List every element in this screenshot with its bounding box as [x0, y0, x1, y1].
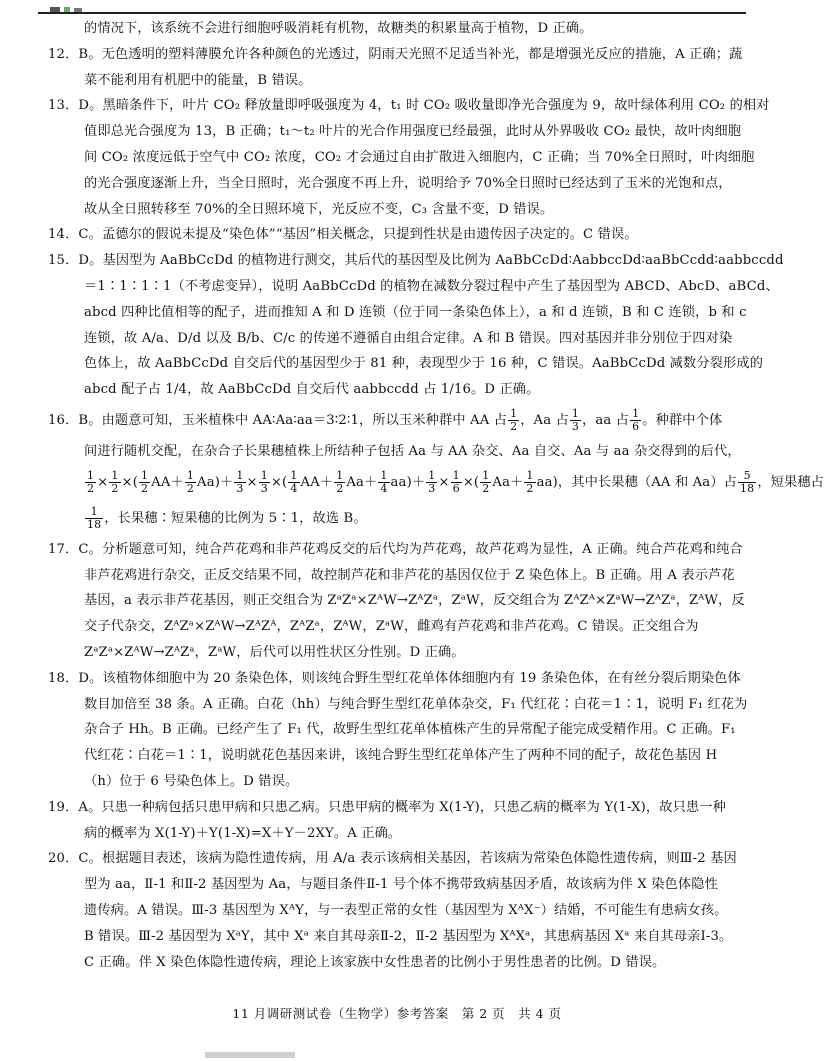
text-line: 的情况下，该系统不会进行细胞呼吸消耗有机物，故糖类的积累量高于植物，D 正确。 [84, 21, 593, 36]
op: × [97, 474, 109, 490]
q16-text: 。种群中个体 [642, 412, 723, 428]
numerator: 1 [632, 406, 640, 420]
denominator: 6 [452, 481, 460, 495]
op: ×( [462, 474, 480, 490]
fraction [480, 470, 491, 495]
denominator: 2 [87, 481, 95, 495]
op: Aa＋ [346, 474, 378, 490]
text-line: 非芦花鸡进行杂交，正反交结果不同，故控制芦花和非芦花的基因仅位于 Z 染色体上。B 正确。用 A 表示芦花 [84, 567, 735, 583]
fraction [109, 470, 120, 495]
text-line: 值即总光合强度为 13，B 正确；t₁～t₂ 叶片的光合作用强度已经最强，此时从外界吸收 CO₂ 最快，故叶肉细胞 [84, 124, 742, 140]
op: Aa＋ [492, 474, 524, 490]
q16-line-4 [48, 501, 748, 537]
text-line: 数目加倍至 38 条。A 正确。白花（hh）与纯合野生型红花单体杂交，F₁ 代红花∶白花＝1∶1，说明 F₁ 红花为 [84, 696, 748, 712]
denominator: 3 [571, 419, 580, 433]
q16-text: 16．B。由题意可知，玉米植株中 AA∶Aa∶aa＝3∶2∶1，所以玉米种群中 AA 占 [48, 412, 508, 428]
text-line: 基因，a 表示非芦花基因，则正交组合为 ZᵃZᵃ×ZᴬW→ZᴬZᵃ，ZᵃW，反交组合为 ZᴬZᴬ×ZᵃW→ZᴬZᵃ，ZᴬW，反 [84, 593, 745, 609]
numerator: 1 [336, 468, 344, 482]
fraction [508, 408, 519, 433]
numerator: 1 [571, 406, 580, 420]
text-line: 代红花∶白花＝1∶1，说明就花色基因来讲，该纯合野生型红花单体产生了两种不同的配子，故花色基因 H [84, 748, 718, 764]
text-line: 14．C。孟德尔的假说未提及“染色体”“基因”相关概念，只提到性状是由遗传因子决定的。C 错误。 [48, 227, 638, 243]
numerator: 1 [452, 468, 460, 482]
denominator: 2 [510, 419, 518, 433]
q16-line-1 [48, 403, 748, 439]
op: × [246, 474, 258, 490]
fraction [426, 470, 437, 495]
numerator: 1 [186, 468, 195, 482]
numerator: 1 [111, 468, 119, 482]
denominator: 3 [428, 481, 436, 495]
fraction [234, 470, 245, 495]
denominator: 6 [632, 419, 640, 433]
numerator: 1 [380, 468, 388, 482]
text-line: 连锁，故 A/a、D/d 以及 B/b、C/c 的传递不遵循自由组合定律。A 和 B 错误。四对基因并非分别位于四对染 [84, 330, 733, 346]
text-line: 交子代杂交，ZᴬZᵃ×ZᴬW→ZᴬZᴬ，ZᴬZᵃ，ZᴬW，ZᵃW，雌鸡有芦花鸡和非芦花鸡。C 错误。正交组合为 [84, 619, 699, 635]
q16-text: ，aa 占 [582, 412, 630, 428]
header-rule [38, 12, 746, 14]
denominator: 3 [260, 481, 268, 495]
text-line: 19．A。只患一种病包括只患甲病和只患乙病。只患甲病的概率为 X(1-Y)，只患乙病的概率为 Y(1-X)，故只患一种 [48, 799, 726, 815]
text-line: 杂合子 Hh。B 正确。已经产生了 F₁ 代，故野生型红花单体植株产生的异常配子能完成受精作用。C 正确。F₁ [84, 722, 736, 738]
op: Aa)＋ [197, 474, 234, 490]
fraction [185, 470, 196, 495]
numerator: 1 [510, 406, 518, 420]
op: ×( [270, 474, 288, 490]
fraction [570, 408, 581, 433]
fraction [451, 470, 462, 495]
text-line: 15．D。基因型为 AaBbCcDd 的植物进行测交，其后代的基因型及比例为 AaBbCcDd∶AabbccDd∶aaBbCcdd∶aabbccdd [48, 253, 784, 269]
numerator: 1 [482, 468, 490, 482]
op: AA＋ [300, 474, 334, 490]
text-line: C 正确。伴 X 染色体隐性遗传病，理论上该家族中女性患者的比例小于男性患者的比例。D 错误。 [84, 954, 666, 970]
page-footer: 11 月调研测试卷（生物学）参考答案 第 2 页 共 4 页 [232, 1006, 562, 1021]
fraction [85, 506, 103, 531]
text-line: ZᵃZᵃ×ZᴬW→ZᴬZᵃ，ZᵃW，后代可以用性状区分性别。D 正确。 [84, 644, 465, 660]
denominator: 2 [336, 481, 344, 495]
text-line: 病的概率为 X(1-Y)＋Y(1-X)=X＋Y－2XY。A 正确。 [84, 825, 402, 841]
answer-body [48, 16, 824, 975]
numerator: 1 [290, 468, 298, 482]
q16-text: ，短果穗占 [757, 474, 824, 490]
text-line: 间 CO₂ 浓度远低于空气中 CO₂ 浓度，CO₂ 才会通过自由扩散进入细胞内，C 正确；当 70%全日照时，叶肉细胞 [84, 149, 755, 165]
text-line: 遗传病。A 错误。Ⅲ-3 基因型为 XᴬY，与一表型正常的女性（基因型为 XᴬX⁻）结婚，不可能生有患病女孩。 [84, 902, 728, 918]
numerator: 1 [260, 468, 268, 482]
text-line: 的光合强度逐渐上升，当全日照时，光合强度不再上升，说明给予 70%全日照时已经达到了玉米的光饱和点， [84, 175, 732, 191]
denominator: 4 [290, 481, 298, 495]
text-line: 型为 aa，Ⅱ-1 和Ⅱ-2 基因型为 Aa，与题目条件Ⅱ-1 号个体不携带致病基因矛盾，故该病为伴 X 染色体隐性 [84, 877, 718, 893]
fraction [334, 470, 345, 495]
denominator: 2 [186, 481, 195, 495]
op: ×( [121, 474, 139, 490]
text-line: B 错误。Ⅲ-2 基因型为 XᵃY，其中 Xᵃ 来自其母亲Ⅱ-2，Ⅱ-2 基因型为 XᴬXᵃ，其患病基因 Xᵃ 来自其母亲Ⅰ-3。 [84, 928, 733, 944]
op: × [438, 474, 450, 490]
numerator: 1 [85, 506, 103, 519]
numerator: 1 [236, 468, 244, 482]
denominator: 3 [236, 481, 244, 495]
fraction [630, 408, 641, 433]
fraction [378, 470, 389, 495]
bottom-mark [205, 1052, 295, 1058]
q16-line-2: 间进行随机交配，在杂合子长果穗植株上所结种子包括 Aa 与 AA 杂交、Aa 自交、Aa 与 aa 杂交得到的后代， [84, 443, 741, 459]
q16-text: ，Aa 占 [520, 412, 569, 428]
fraction [288, 470, 299, 495]
text-line: abcd 配子占 1/4，故 AaBbCcDd 自交后代 aabbccdd 占 1/16。D 正确。 [84, 382, 540, 398]
q16-line-3 [48, 465, 824, 501]
denominator: 2 [111, 481, 119, 495]
text-line: ＝1∶1∶1∶1（不考虑变异），说明 AaBbCcDd 的植物在减数分裂过程中产生了基因型为 ABCD、AbcD、aBCd、 [84, 278, 779, 294]
fraction [259, 470, 270, 495]
denominator: 18 [740, 481, 755, 495]
text-line: （h）位于 6 号染色体上。D 错误。 [84, 773, 299, 789]
text-line: 色体上，故 AaBbCcDd 自交后代的基因型少于 81 种，表现型少于 16 种，C 错误。AaBbCcDd 减数分裂形成的 [84, 356, 764, 372]
text-line: 菜不能利用有机肥中的能量，B 错误。 [84, 72, 312, 88]
fraction [85, 470, 96, 495]
text-line: 18．D。该植物体细胞中为 20 条染色体，则该纯合野生型红花单体体细胞内有 19 条染色体，在有丝分裂后期染色体 [48, 670, 741, 686]
numerator: 5 [738, 470, 756, 483]
text-line: 12．B。无色透明的塑料薄膜允许各种颜色的光透过，阴雨天光照不足适当补光，都是增强光反应的措施，A 正确；蔬 [48, 46, 743, 62]
numerator: 1 [87, 468, 95, 482]
fraction [139, 470, 150, 495]
fraction [738, 470, 756, 495]
numerator: 1 [526, 468, 534, 482]
q16-text: ，长果穗∶短果穗的比例为 5∶1，故选 B。 [104, 510, 367, 526]
op: AA＋ [151, 474, 184, 490]
op: aa)＋ [390, 474, 426, 490]
text-line: 20．C。根据题目表述，该病为隐性遗传病，用 A/a 表示该病相关基因，若该病为常染色体隐性遗传病，则Ⅲ-2 基因 [48, 851, 737, 867]
numerator: 1 [428, 468, 436, 482]
text-line: abcd 四种比值相等的配子，进而推知 A 和 D 连锁（位于同一条染色体上），a 和 d 连锁，B 和 C 连锁，b 和 c [84, 304, 747, 320]
text-line: 故从全日照转移至 70%的全日照环境下，光反应不变，C₃ 含量不变，D 错误。 [84, 201, 554, 217]
numerator: 1 [141, 468, 149, 482]
denominator: 2 [482, 481, 490, 495]
denominator: 18 [87, 517, 102, 531]
q16-text: aa)，其中长果穗（AA 和 Aa）占 [536, 474, 737, 490]
text-line: 13．D。黑暗条件下，叶片 CO₂ 释放量即呼吸强度为 4，t₁ 时 CO₂ 吸收量即净光合强度为 9，故叶绿体利用 CO₂ 的相对 [48, 98, 770, 114]
denominator: 2 [526, 481, 534, 495]
header-mark [50, 0, 120, 8]
denominator: 2 [141, 481, 149, 495]
text-line: 17．C。分析题意可知，纯合芦花鸡和非芦花鸡反交的后代均为芦花鸡，故芦花鸡为显性，A 正确。纯合芦花鸡和纯合 [48, 541, 743, 557]
fraction [524, 470, 535, 495]
denominator: 4 [380, 481, 388, 495]
